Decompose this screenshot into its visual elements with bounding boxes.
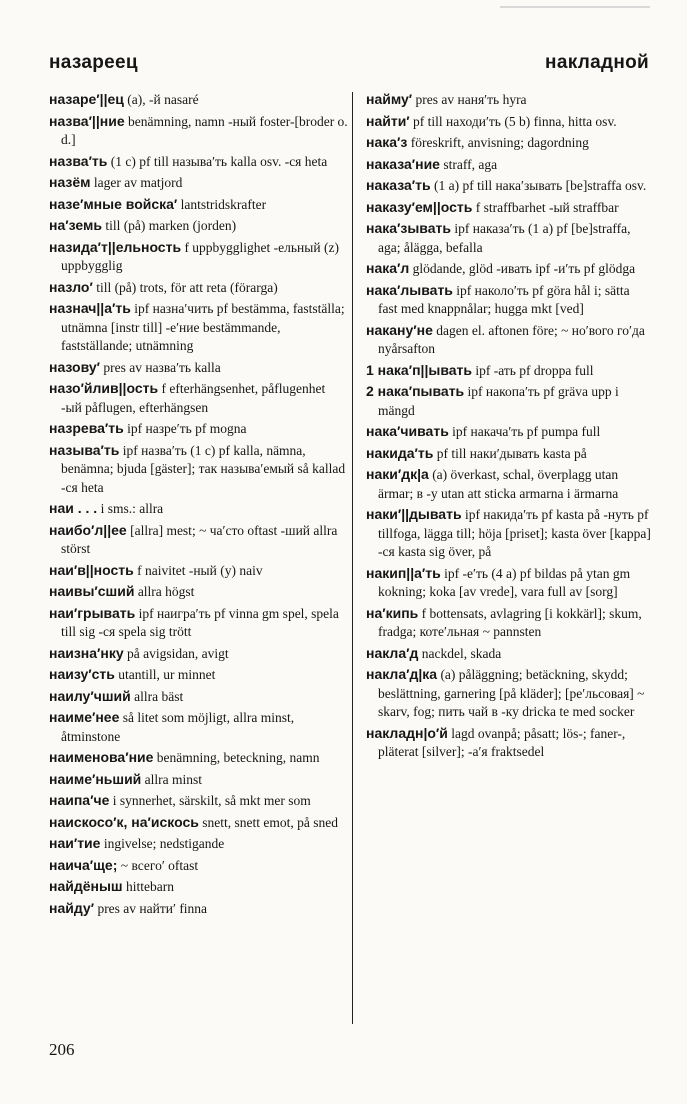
column-divider (352, 92, 353, 1024)
dictionary-entry (49, 834, 349, 854)
dictionary-entry (366, 422, 652, 442)
entry-headword: накида′ть (366, 444, 434, 461)
entry-definition: allra bäst (130, 688, 184, 704)
entry-headword: наки′||дывать (366, 506, 462, 522)
entry-headword: назрева′ть (49, 420, 124, 436)
dictionary-entry (366, 155, 652, 175)
dictionary-entry (49, 441, 349, 498)
entry-headword: накла′д|ка (366, 666, 438, 682)
entry-definition: pf till наки′дывать kasta på (433, 445, 587, 461)
dictionary-entry (49, 419, 349, 439)
entry-headword: 2 нака′пывать (366, 383, 465, 399)
dictionary-entry (366, 259, 652, 279)
entry-headword: наибо′л||ее (49, 521, 127, 538)
dictionary-entry (49, 299, 349, 356)
dictionary-entry (366, 444, 652, 464)
entry-headword: наи . . . (49, 500, 98, 516)
dictionary-entry (366, 176, 652, 196)
entry-headword: наискосо′к, на′искось (49, 813, 199, 830)
entry-definition: snett, snett emot, på sned (198, 814, 338, 830)
entry-headword: нака′чивать (366, 423, 449, 439)
dictionary-entry (49, 499, 349, 519)
entry-definition: ipf -ать pf droppa full (471, 362, 594, 378)
dictionary-entry (49, 152, 349, 172)
dictionary-entry (49, 195, 349, 215)
top-edge-rule (500, 6, 650, 8)
entry-headword: накла′д (366, 644, 419, 661)
dictionary-entry (366, 505, 652, 562)
entry-headword: наизу′сть (49, 666, 115, 682)
entry-definition: benämning, beteckning, namn (153, 750, 320, 765)
entry-headword: наиме′нее (49, 709, 120, 725)
entry-headword: наи′в||ность (49, 561, 134, 578)
guide-word-right: накладной (545, 52, 649, 73)
entry-definition: nackdel, skada (418, 645, 502, 661)
dictionary-entry (49, 238, 349, 276)
entry-definition: hittebarn (122, 879, 174, 894)
entry-headword: наича′ще; (49, 856, 118, 873)
entry-definition: (a), -й nasaré (123, 92, 199, 107)
entry-definition: f straffbarhet -ый straffbar (472, 199, 619, 215)
entry-definition: [allra] mest; ~ ча′сто oftast -ший allra störst (61, 522, 338, 556)
entry-headword: назову′ (49, 358, 100, 375)
dictionary-entry (49, 112, 349, 150)
entry-headword: наказу′ем||ость (366, 198, 473, 215)
entry-definition: allra högst (134, 584, 195, 599)
entry-headword: наилу′чший (49, 687, 131, 704)
entry-definition: f naivitet -ный (y) naiv (133, 562, 263, 578)
dictionary-entry (366, 112, 652, 132)
entry-definition: benämning, namn -ный foster-[broder o. d.] (61, 113, 348, 147)
entry-definition: lager av matjord (90, 175, 183, 190)
entry-headword: накану′не (366, 321, 433, 338)
entry-definition: i sms.: allra (97, 501, 164, 516)
entry-definition: ipf -е′ть (4 a) pf bildas på ytan gm kokning; koka [av vrede], vara full av [sorg] (378, 565, 631, 599)
page-number: 206 (49, 1040, 75, 1059)
entry-definition: på avigsidan, avigt (123, 645, 229, 661)
entry-headword: найду′ (49, 899, 95, 916)
dictionary-entry (366, 465, 652, 503)
entry-definition: glödande, glöd -ивать ipf -и′ть pf glödga (409, 261, 636, 276)
entry-definition: ipf наигра′ть pf vinna gm spel, spela till sig -ся spela sig trött (61, 605, 339, 639)
entry-headword: на′кипь (366, 604, 419, 621)
entry-headword: назида′т||ельность (49, 238, 182, 255)
dictionary-entry (49, 278, 349, 298)
entry-headword: на′земь (49, 217, 102, 233)
entry-headword: накип||а′ть (366, 564, 441, 581)
entry-definition: ipf наказа′ть (1 a) pf [be]straffa, aga; ålägga, befalla (378, 221, 631, 255)
dictionary-entry (366, 644, 652, 664)
dictionary-entry (366, 724, 652, 762)
dictionary-entry (366, 665, 652, 722)
dictionary-entry (366, 564, 652, 602)
entry-definition: föreskrift, anvisning; dagordning (407, 135, 589, 150)
entry-definition: pres av найти′ finna (94, 900, 208, 916)
entry-headword: назва′||ние (49, 112, 125, 129)
dictionary-entry (49, 708, 349, 746)
entry-definition: pres av назва′ть kalla (99, 359, 221, 375)
entry-headword: назе′мные войска′ (49, 195, 178, 212)
entry-definition: (a) påläggning; betäckning, skydd; beslättning, garnering [på kläder]; [ре′льсовая] ~ skarv, fog; пить чай в -ку dricka te med socker (378, 667, 645, 719)
entry-definition: ipf назва′ть (1 c) pf kalla, nämna, benämna; bjuda [gäster]; так называ′емый så kallad -ся heta (61, 442, 346, 495)
entry-headword: нака′лывать (366, 281, 453, 298)
entry-headword: назаре′||ец (49, 91, 124, 107)
dictionary-entry (49, 687, 349, 707)
guide-word-left: назареец (49, 52, 138, 73)
entry-definition: dagen el. aftonen före; ~ но′вого го′да nyårsafton (378, 322, 645, 356)
entry-headword: назнач||а′ть (49, 300, 131, 316)
entry-headword: нака′л (366, 260, 410, 276)
dictionary-entry (49, 644, 349, 664)
entry-headword: назва′ть (49, 152, 108, 169)
entry-definition: ipf назре′ть pf mogna (123, 421, 247, 436)
entry-definition: f efterhängsenhet, påflugenhet -ый påflugen, efterhängsen (61, 381, 326, 415)
entry-headword: наи′тие (49, 835, 101, 851)
entry-definition: f uppbygglighet -ельный (z) uppbygglig (61, 239, 339, 273)
entry-headword: наказа′ние (366, 155, 440, 172)
entry-definition: pres av наня′ть hyra (412, 92, 527, 107)
entry-definition: ipf накопа′ть pf gräva upp i mängd (378, 384, 619, 418)
entry-definition: så litet som möjligt, allra minst, åtminstone (61, 710, 295, 744)
dictionary-entry (49, 604, 349, 642)
dictionary-entry (366, 198, 652, 218)
dictionary-entry (366, 219, 652, 257)
dictionary-entry (49, 358, 349, 378)
dictionary-entry (49, 856, 349, 876)
entry-headword: накладн|о′й (366, 724, 448, 741)
dictionary-entry (366, 90, 652, 110)
right-column (366, 90, 652, 764)
left-column (49, 90, 349, 920)
dictionary-entry (49, 379, 349, 417)
dictionary-entry (49, 521, 349, 559)
entry-headword: наипа′че (49, 792, 110, 808)
dictionary-entry (49, 813, 349, 833)
entry-headword: найти′ (366, 112, 410, 129)
entry-headword: наки′дк|а (366, 466, 429, 482)
entry-definition: (1 c) pf till называ′ть kalla osv. -ся heta (107, 153, 328, 169)
dictionary-entry (49, 899, 349, 919)
entry-definition: lagd ovanpå; påsatt; lös-; faner-, pläterat [silver]; -а′я fraktsedel (378, 725, 626, 759)
dictionary-entry (366, 133, 652, 153)
entry-definition: lantstridskrafter (177, 196, 267, 212)
entry-headword: нака′з (366, 134, 408, 150)
entry-definition: utantill, ur minnet (114, 667, 216, 682)
entry-headword: наименова′ние (49, 749, 154, 765)
entry-headword: назём (49, 174, 91, 190)
entry-definition: straff, aga (439, 156, 498, 172)
entry-headword: наи′грывать (49, 604, 136, 621)
dictionary-entry (49, 791, 349, 811)
entry-headword: назло′ (49, 278, 93, 295)
dictionary-entry (366, 321, 652, 359)
dictionary-entry (366, 382, 652, 420)
dictionary-entry (49, 561, 349, 581)
entry-definition: ~ всего′ oftast (117, 857, 199, 873)
entry-headword: назо′йлив||ость (49, 380, 159, 396)
entry-headword: найдёныш (49, 878, 123, 894)
entry-headword: найму′ (366, 91, 413, 107)
entry-definition: till (på) trots, för att reta (förarga) (92, 279, 278, 295)
dictionary-entry (49, 770, 349, 790)
entry-definition: f bottensats, avlagring [i kokkärl]; skum, fradga; коте′льная ~ pannsten (378, 605, 642, 639)
entry-definition: ipf накача′ть pf pumpa full (448, 424, 601, 439)
entry-headword: называ′ть (49, 441, 120, 458)
entry-definition: ipf накида′ть pf kasta på -нуть pf tillfoga, lägga till; höja [priset]; kasta över [kappa] -ся kasta sig över, på (378, 507, 651, 559)
entry-headword: 1 нака′п||ывать (366, 361, 472, 378)
dictionary-entry (49, 748, 349, 768)
entry-headword: наиме′ньший (49, 770, 142, 787)
dictionary-entry (49, 877, 349, 897)
dictionary-entry (49, 665, 349, 685)
dictionary-entry (49, 582, 349, 602)
entry-headword: наивы′сший (49, 583, 135, 599)
dictionary-entry (49, 216, 349, 236)
dictionary-entry (49, 90, 349, 110)
dictionary-entry (49, 173, 349, 193)
entry-definition: till (på) marken (jorden) (101, 218, 237, 233)
entry-headword: нака′зывать (366, 220, 451, 236)
entry-definition: (a) överkast, schal, överplagg utan ärmar; в -у utan att sticka armarna i ärmarna (378, 467, 619, 501)
entry-definition: (1 a) pf till нака′зывать [be]straffa osv. (430, 178, 647, 193)
entry-definition: pf till находи′ть (5 b) finna, hitta osv. (409, 113, 617, 129)
entry-headword: наказа′ть (366, 177, 431, 193)
entry-definition: i synnerhet, särskilt, så mkt mer som (109, 793, 311, 808)
entry-definition: allra minst (141, 771, 203, 787)
entry-headword: наизна′нку (49, 644, 124, 661)
dictionary-entry (366, 281, 652, 319)
dictionary-entry (366, 604, 652, 642)
entry-definition: ipf наколо′ть pf göra hål i; sätta fast med knappnålar; hugga mkt [ved] (378, 282, 630, 316)
entry-definition: ingivelse; nedstigande (100, 836, 225, 851)
entry-definition: ipf назна′чить pf bestämma, fastställa; utnämna [instr till] -е′ние bestämmande, fastställande; utnämning (61, 301, 345, 353)
dictionary-entry (366, 361, 652, 381)
